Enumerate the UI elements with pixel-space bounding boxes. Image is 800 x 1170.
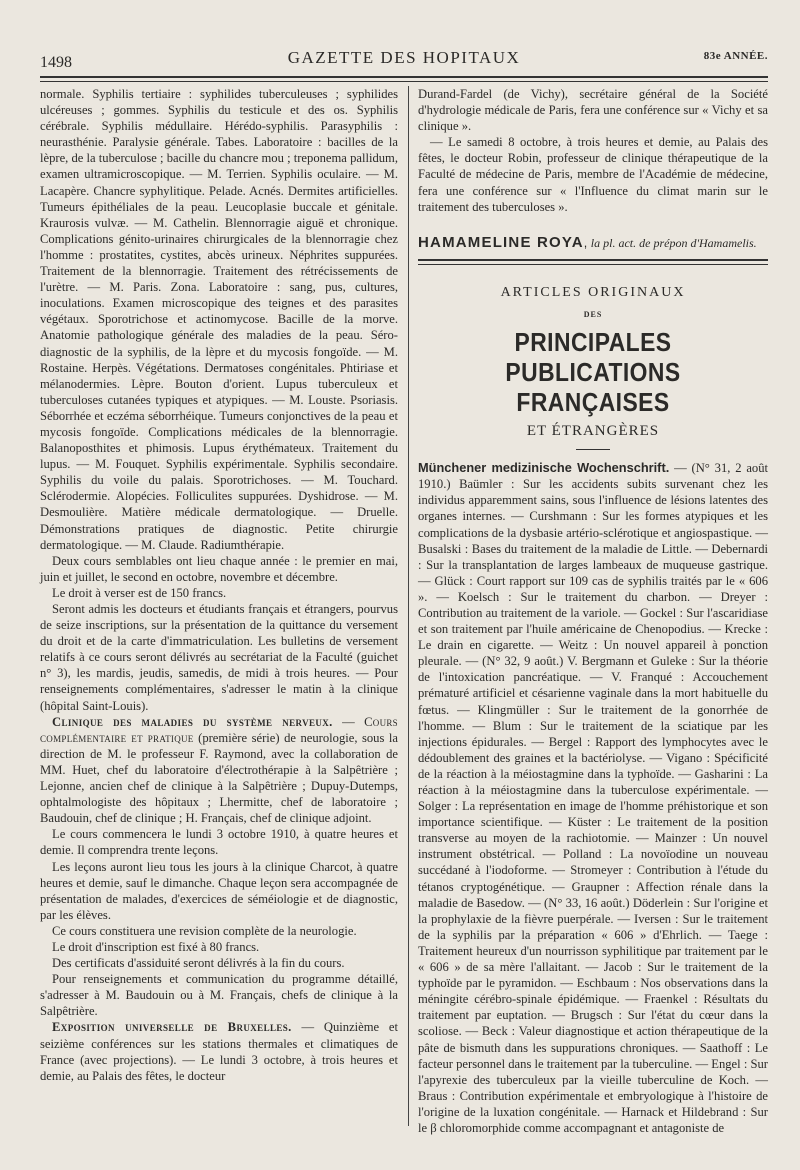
section-text: — Quinzième et seizième conférences sur les stations thermales et climatiques de France (avec projections). — Le lundi 3 octobre, à trois heures et demie, au Palais des fêtes, le docteur [40, 1020, 399, 1083]
paragraph: Seront admis les docteurs et étudiants français et étrangers, pourvus de seize inscriptions, sur la présentation de la quittance du versement du droit et de la carte d'immatriculation. Les bulletins de versement relatifs à ce cours seront délivrés au secrétariat de la Faculté (guichet n° 3), les mardis, jeudis, samedis, de midi à trois heures. — Pour renseignements complémentaires, s'adresser le matin à la clinique (hôpital Saint-Louis). [40, 602, 398, 713]
right-column [418, 86, 768, 1136]
ad-tagline: la pl. act. de prépon d'Hamamelis. [590, 235, 757, 250]
paragraph: Des certificats d'assiduité seront délivrés à la fin du cours. [52, 956, 345, 971]
section-clinique: Clinique des maladies du système nerveux. — Cours complémentaire et pratique (première série) de neurologie, sous la direction de M. le professeur F. Raymond, avec la collaboration de MM. Huet, chef du laboratoire d'électrothérapie à la Salpêtrière ; Lejonne, ancien chef de clinique à la Salpêtrière ; Dupuy-Dutemps, ophtalmologiste des hôpitaux ; Lhermitte, chef de laboratoire ; Baudouin, chef de clinique ; H. Français, chef de clinique adjoint. [40, 714, 398, 826]
left-column [40, 86, 398, 1084]
header-rule-thin [40, 81, 768, 82]
section-exposition [40, 1019, 398, 1083]
paragraph: Le droit d'inscription est fixé à 80 francs. [52, 939, 260, 954]
column-divider [408, 86, 409, 1126]
paragraph: Pour renseignements et communication du programme détaillé, s'adresser à M. Baudouin ou à M. Français, chefs de clinique à la Salpêtrière. [40, 972, 398, 1019]
double-rule [418, 259, 768, 265]
paragraph: normale. Syphilis tertiaire : syphilides tuberculeuses ; syphilides ulcéreuses ; gommes. Syphilis du testicule et des os. Syphilis cérébrale. Syphilis médullaire. Hérédo-syphilis. Parasyphilis : neurasthénie. Paralysie générale. Tabes. Laboratoire : bacilles de la lèpre, de la tuberculose ; bacille du chancre mou ; treponema pallidum, examen ultramicroscopique. — M. Terrien. Syphilis oculaire. — M. Lacapère. Chancre syphylitique. Pelade. Acnés. Dermites artificielles. Tumeurs épithéliales de la peau. Leucoplasie buccale et génitale. Kraurosis vulvæ. — M. Cathelin. Blennorragie aiguë et chronique. Complications génito-urinaires chirurgicales de la blennorragie chez l'homme : prostatites, cystites, abcès urineux. Néphrites suppurées. Traitement de la blennorragie. Traitement des rétrécissements de l'urètre. — M. Paris. Zona. Laboratoire : sang, pus, cultures, inoculations. Examen microscopique des teignes et des parasites végétaux. Sporotrichose et actinomycose. Bacille de la morve. Anatomie pathologique générale des maladies de la peau. Séro-diagnostic de la syphilis, de la lèpre et du mycosis fongoïde. — M. Rostaine. Herpès. Végétations. Dermatoses congénitales. Phtiriase et mélanodermies. Lèpre. Bouton d'orient. Lupus tuberculeux et tuberculoses cutanées typiques et atypiques. — M. Louste. Psoriasis. Séborrhée et eczéma séborrhéique. Tumeurs conjonctives de la peau et mycosis fongoïde. Complications médicales de la blennorragie. Balanoposthites et phimosis. Lupus érythémateux. Traitement du lupus. — M. Fouquet. Syphilis expérimentale. Syphilis secondaire. Syphilis du voile du palais. Sporotrichoses. — M. Touchard. Sclérodermie. Alopécies. Folliculites suppurées. Dyshidrose. — M. Desmoulière. Matière médicale dermatologique. — Druelle. Démonstrations pratiques de diagnostic. Petite chirurgie dermatologique. — M. Claude. Radiumthérapie. [40, 87, 398, 552]
paragraph: Le droit à verser est de 150 francs. [52, 585, 227, 600]
journal-name: Münchener medizinische Wochenschrift. [418, 460, 670, 476]
heading-line-1: ARTICLES ORIGINAUX [500, 284, 686, 300]
year-label: 83e ANNÉE. [703, 50, 768, 62]
section-title: Clinique des maladies du système nerveux. [52, 714, 333, 729]
paragraph: Deux cours semblables ont lieu chaque année : le premier en mai, juin et juillet, le second en octobre, novembre et décembre. [40, 553, 398, 584]
section-text: (première série) de neurologie, sous la direction de M. le professeur F. Raymond, avec la collaboration de MM. Huet, chef du laboratoire d'électrothérapie à la Salpêtrière ; Lejonne, ancien chef de clinique à la Salpêtrière ; Dupuy-Dutemps, ophtalmologiste des hôpitaux ; Lhermitte, chef de laboratoire ; Baudouin, chef de clinique ; H. Français, chef de clinique adjoint. [40, 730, 398, 826]
page-number: 1498 [40, 54, 72, 71]
section-title: Exposition universelle de Bruxelles. [52, 1020, 292, 1035]
running-header [40, 40, 768, 70]
heading-line-4: ET ÉTRANGÈRES [526, 423, 660, 440]
journal-title: GAZETTE DES HOPITAUX [287, 48, 521, 67]
heading-line-2: DES [583, 309, 603, 319]
paragraph: Durand-Fardel (de Vichy), secrétaire général de la Société d'hydrologie médicale de Paris, fera une conférence sur « Vichy et sa clinique ». [418, 87, 768, 134]
heading-line-3: PRINCIPALES PUBLICATIONS FRANÇAISES [505, 327, 681, 418]
paragraph: Ce cours constituera une revision complète de la neurologie. [52, 923, 357, 938]
review-text: — (N° 31, 2 août 1910.) Baümler : Sur les accidents subits survenant chez les individus apparemment sains, sous l'influence de lésions latentes des organes internes. — Curshmann : Sur les formes atypiques et les complications de la dysbasie artério-sclérotique et angiospastique. — Busalski : Bases du traitement de la maladie de Little. — Debernardi : Sur la transplantation de larges lambeaux de muqueuse gastrique. — Glück : Court rapport sur 109 cas de syphilis traités par le « 606 ». — Koelsch : Sur le traitement du charbon. — Dreyer : Contribution au traitement de la variole. — Gockel : Sur l'ascaridiase et son traitement par l'huile américaine de Chenopodius. — Krecke : Le drain en cigarette. — Weitz : Un nouvel appareil à ponction pleurale. — (N° 32, 9 août.) V. Bergmann et Guleke : Sur la théorie de l'intoxication pancréatique. — V. Franqué : Accouchement prématuré artificiel et césarienne vaginale dans la mort habituelle du fœtus. — Klingmüller : Sur le traitement de la gonorrhée de l'homme. — Blum : Sur le traitement de la sciatique par les injections épidurales. — Bergel : Rapport des lymphocytes avec le dédoublement des graines et la bactériolyse. — Vigano : Spécificité de la réaction à la méiostagmine dans la typhoïde. — Gasharini : La réaction à la méiostagmine dans la tuberculose expérimentale. — Solger : La représentation en image de l'homme préhistorique et son importance scientifique. — Küster : Le traitement de la position transverse au moyen de la rachiotomie. — Mainzer : Un nouvel instrument obstétrical. — Polland : La novoïodine un nouveau succédané à l'iodoforme. — Stromeyer : Contribution à l'étude du tétanos cryptogénétique. — Graupner : Affection rénale dans la maladie de Basedow. — (N° 33, 16 août.) Döderlein : Sur l'origine et la prophylaxie de la fièvre puerpérale. — Iversen : Sur le traitement de la syphilis par la préparation « 606 » d'Ehrlich. — Taege : Traitement heureux d'un nourrisson syphilitique par traitement par le « 606 » de sa mère l'allaitant. — Jacob : Sur le traitement de la typhoïde par le pyramidon. — Eschbaum : Nos observations dans la méningite cérébro-spinale épidémique. — Fraenkel : Résultats du traitement par euptation. — Brugsch : Sur l'état du cœur dans la scoliose. — Beck : Valeur diagnostique et action thérapeutique de la pâte de bismuth dans les suppurations chroniques. — Saathoff : Le facteur personnel dans le traitement par la tuberculine. — Engel : Sur l'apyrexie des tuberculeux par la vieille tuberculine de Koch. — Braus : Contribution expérimentale et embryologique à l'histoire de l'origine de la luxation congénitale. — Harnack et Hildebrand : Sur le β chloromorphide comme accompagnant et antagoniste de [418, 461, 768, 1135]
section-subtitle: Cours complémentaire et pratique [40, 714, 398, 745]
paragraph: — Le samedi 8 octobre, à trois heures et demie, au Palais des fêtes, le docteur Robin, professeur de clinique thérapeutique de la Faculté de médecine de Paris, membre de l'Académie de médecine, fera une conférence sur « l'Influence du climat marin sur le traitement des tuberculoses ». [418, 135, 768, 214]
section-heading [418, 285, 768, 450]
journal-review [418, 460, 768, 1136]
paragraph: Le cours commencera le lundi 3 octobre 1910, à quatre heures et demie. Il comprendra trente leçons. [40, 827, 398, 858]
header-rule [40, 76, 768, 78]
advertisement: HAMAMELINE ROYA, la pl. act. de prépon d'Hamamelis. [418, 233, 757, 251]
ad-brand: HAMAMELINE ROYA [418, 233, 584, 251]
paragraph: Les leçons auront lieu tous les jours à la clinique Charcot, à quatre heures et demie, sauf le dimanche. Chaque leçon sera accompagnée de présentation de malades, d'exercices de séméiologie et de diagnostic, par les élèves. [40, 859, 398, 922]
heading-separator [576, 449, 610, 450]
